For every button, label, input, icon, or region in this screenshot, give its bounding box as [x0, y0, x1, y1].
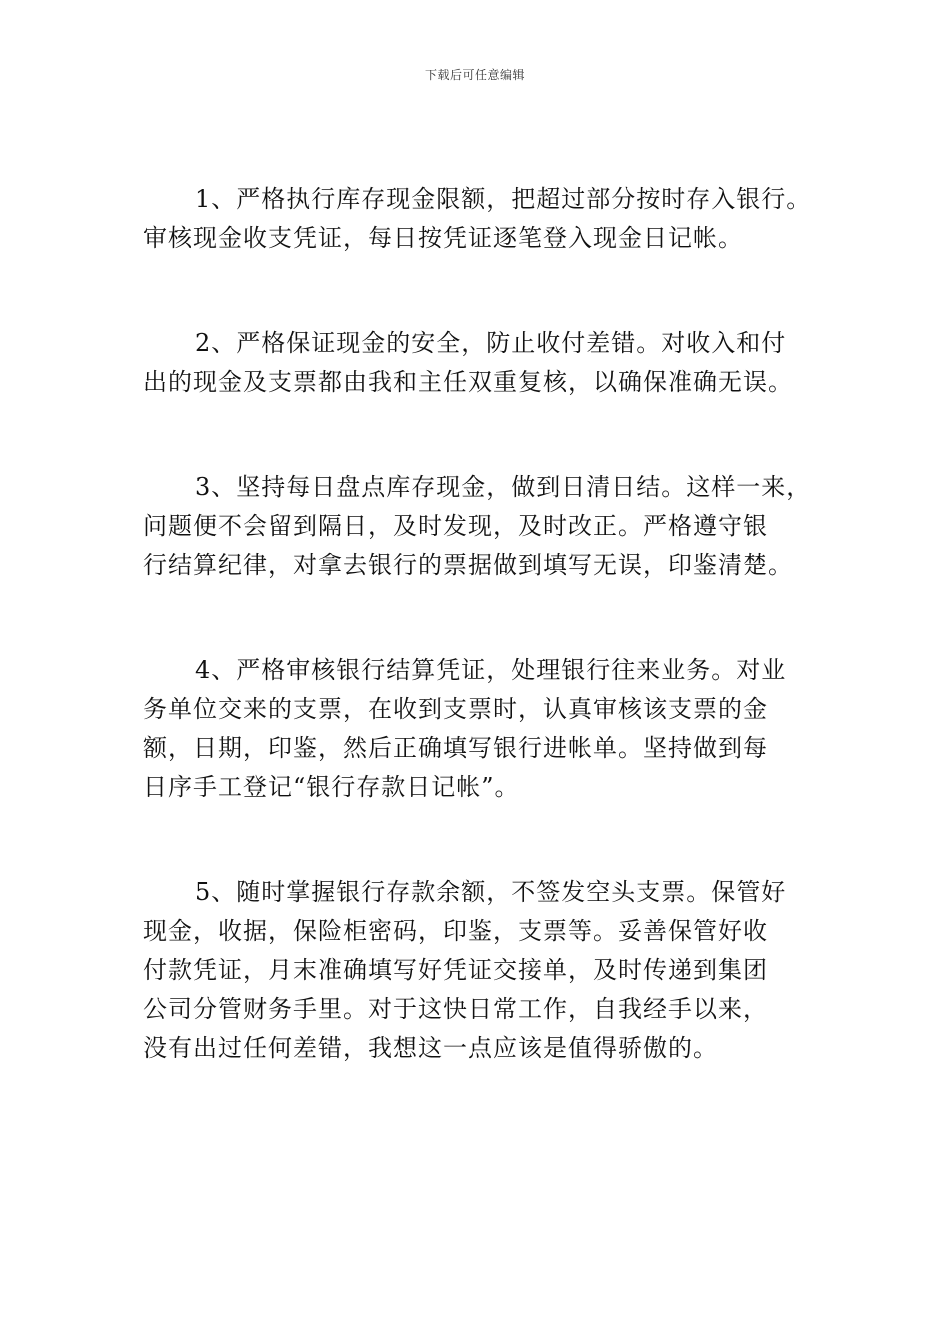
paragraph-line: 4、严格审核银行结算凭证，处理银行往来业务。对业 — [195, 656, 787, 684]
paragraph-line: 出的现金及支票都由我和主任双重复核，以确保准确无误。 — [143, 368, 793, 396]
document-body — [143, 180, 813, 1134]
paragraph-line: 5、随时掌握银行存款余额，不签发空头支票。保管好 — [195, 878, 787, 906]
paragraph-5 — [143, 873, 813, 1068]
paragraph-3 — [143, 468, 813, 585]
paragraph-line: 付款凭证，月末准确填写好凭证交接单，及时传递到集团 — [143, 956, 768, 984]
paragraph-line: 务单位交来的支票，在收到支票时，认真审核该支票的金 — [143, 695, 768, 723]
paragraph-line: 问题便不会留到隔日，及时发现，及时改正。严格遵守银 — [143, 512, 768, 540]
paragraph-line: 1、严格执行库存现金限额，把超过部分按时存入银行。 — [195, 185, 812, 213]
paragraph-line: 3、坚持每日盘点库存现金，做到日清日结。这样一来， — [195, 473, 812, 501]
paragraph-line: 公司分管财务手里。对于这快日常工作，自我经手以来， — [143, 995, 768, 1023]
paragraph-line: 日序手工登记“银行存款日记帐”。 — [143, 773, 520, 801]
paragraph-line: 额，日期，印鉴，然后正确填写银行进帐单。坚持做到每 — [143, 734, 768, 762]
paragraph-2 — [143, 324, 813, 402]
paragraph-1 — [143, 180, 813, 258]
paragraph-line: 审核现金收支凭证，每日按凭证逐笔登入现金日记帐。 — [143, 224, 743, 252]
paragraph-line: 现金，收据，保险柜密码，印鉴，支票等。妥善保管好收 — [143, 917, 768, 945]
paragraph-line: 行结算纪律，对拿去银行的票据做到填写无误，印鉴清楚。 — [143, 551, 793, 579]
page-header: 下载后可任意编辑 — [424, 68, 525, 82]
paragraph-line: 2、严格保证现金的安全，防止收付差错。对收入和付 — [195, 329, 787, 357]
paragraph-line: 没有出过任何差错，我想这一点应该是值得骄傲的。 — [143, 1034, 718, 1062]
paragraph-4 — [143, 651, 813, 807]
